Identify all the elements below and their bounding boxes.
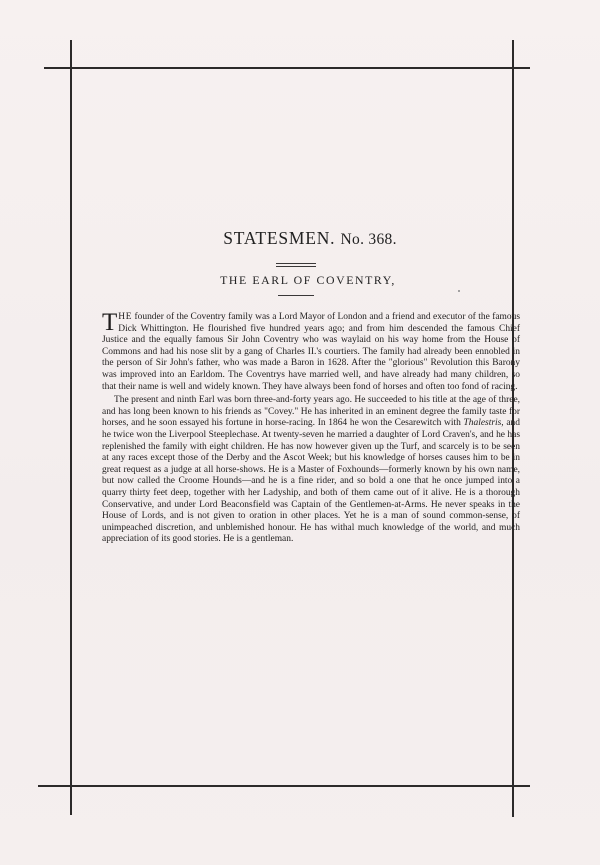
paper-speck: [458, 290, 460, 292]
paragraph-2-text-b: and he twice won the Liverpool Steeplechase. At twenty-seven he married a daughter of Lord Craven's, and he has replenished the family with eight children. He has now however given up the Turf, and scarcely is to be seen at any races except those of the Derby and the Ascot Week; but his knowledge of horses causes him to be in great request as a judge at all horse-shows. He is a Master of Foxhounds—formerly known by his own name, but now called the Croome Hounds—and he is a fine rider, and so bold a one that he once jumped into a quarry thirty feet deep, together with her Ladyship, and both of them came out of it alive. He is a thorough Conservative, and under Lord Beaconsfield was Captain of the Gentlemen-at-Arms. He never speaks in the House of Lords, and is not given to oration in other places. Yet he is a man of sound common-sense, of unimpeached discretion, and unblemished honour. He has withal much knowledge of the world, and much appreciation of its good stories. He is a gentleman.: [102, 418, 520, 545]
frame-left-rule: [70, 40, 72, 815]
paragraph-2: [102, 395, 520, 546]
paragraph-2-text-a: The present and ninth Earl was born three-and-forty years ago. He succeeded to his title at the age of three, and has long been known to his friends as "Covey." He has inherited in an eminent degree the family taste for horses, and he soon essayed his fortune in horse-racing. In 1864 he won the Cesarewitch with: [102, 395, 520, 429]
frame-bottom-rule: [38, 785, 530, 787]
article-body: [102, 309, 520, 546]
paragraph-2-horse-name: Thalestris,: [463, 418, 504, 429]
title-number: No. 368.: [340, 231, 397, 248]
title-text: STATESMEN.: [223, 228, 336, 248]
ornament-rule-bottom: [278, 295, 314, 296]
page-title: [0, 228, 600, 249]
ornament-rule-lower: [276, 266, 316, 267]
article-subtitle: THE EARL OF COVENTRY,: [220, 273, 396, 287]
frame-top-rule: [44, 67, 530, 69]
drop-cap: T: [102, 309, 118, 336]
paragraph-1-smallcaps: HE: [118, 312, 133, 322]
ornament-rule-upper: [276, 263, 316, 264]
paragraph-1: [102, 309, 520, 393]
paragraph-1-text: founder of the Coventry family was a Lord Mayor of London and a friend and executor of the famous Dick Whittington. He flourished five hundred years ago; and from him descended the famous Chief Justice and the equally famous Sir John Coventry who was waylaid on his way home from the House of Commons and had his nose slit by a gang of Charles II.'s courtiers. The family had already been ennobled in the person of Sir John's father, who was made a Baron in 1628. After the "glorious" Revolution this Barony was improved into an Earldom. The Coventrys have married well, and have already had many children, so that their name is well and widely known. They have always been fond of horses and often too fond of racing.: [102, 312, 520, 392]
